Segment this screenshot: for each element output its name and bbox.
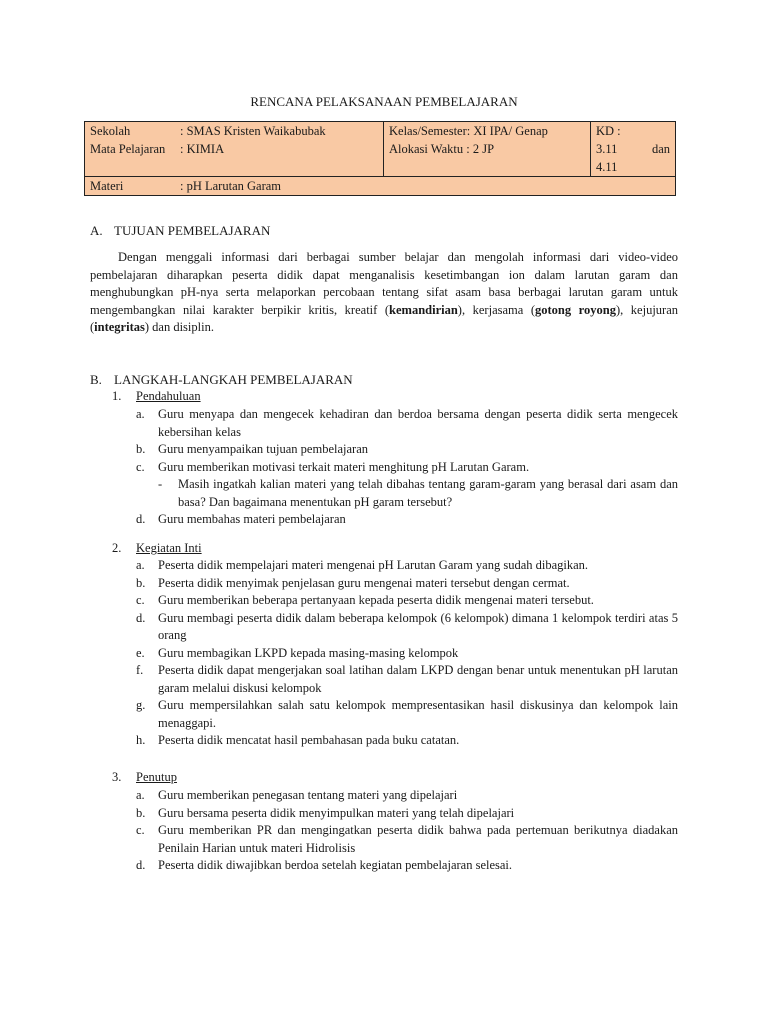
section-a-heading — [90, 222, 270, 240]
materi-value: : pH Larutan Garam — [180, 179, 282, 193]
item-text: Guru menyapa dan mengecek kehadiran dan berdoa bersama dengan peserta didik serta mengecek kebersihan kelas — [158, 407, 678, 439]
section-b-title: LANGKAH-LANGKAH PEMBELAJARAN — [114, 372, 353, 387]
kd-label: KD : — [596, 124, 621, 138]
item-marker: c. — [136, 823, 145, 837]
mapel-value: : KIMIA — [180, 142, 225, 156]
item-text: Peserta didik mencatat hasil pembahasan pada buku catatan. — [158, 733, 460, 747]
tujuan-text-2: ), kerjasama ( — [457, 302, 536, 317]
list-item — [136, 822, 678, 857]
item-marker: c. — [136, 459, 145, 474]
item-marker: f. — [136, 663, 144, 677]
kelas-semester: Kelas/Semester: XI IPA/ Genap — [389, 124, 548, 138]
list-item — [136, 787, 678, 805]
list-item — [136, 732, 678, 750]
item-text: Guru membagi peserta didik dalam beberapa kelompok (6 kelompok) dimana 1 kelompok terdiri atas 5 orang — [158, 610, 678, 642]
item-text: Guru bersama peserta didik menyimpulkan materi yang telah dipelajari — [158, 805, 515, 820]
item-text: Guru menyampaikan tujuan pembelajaran — [158, 442, 368, 456]
item-marker: d. — [136, 610, 146, 625]
kd-first: 3.11 — [596, 142, 618, 156]
pendahuluan-heading — [112, 388, 201, 406]
pendahuluan-list — [136, 406, 678, 529]
item-marker: b. — [136, 575, 146, 590]
list-item — [136, 592, 678, 610]
sekolah-label: Sekolah — [90, 124, 131, 138]
item-text: Guru memberikan motivasi terkait materi menghitung pH Larutan Garam. — [158, 459, 530, 474]
pendahuluan-number: 1. — [112, 389, 122, 403]
list-item — [136, 557, 678, 575]
tujuan-bold-kemandirian: kemandirian — [389, 302, 458, 317]
item-marker: e. — [136, 645, 145, 660]
penutup-title: Penutup — [136, 770, 177, 784]
item-marker: h. — [136, 733, 146, 747]
tujuan-text-4: ) dan disiplin. — [144, 320, 214, 334]
list-item — [136, 857, 678, 875]
kegiatan-inti-title: Kegiatan Inti — [136, 541, 202, 555]
item-marker: a. — [136, 788, 145, 802]
item-text: Peserta didik diwajibkan berdoa setelah kegiatan pembelajaran selesai. — [158, 858, 513, 872]
section-a-title: TUJUAN PEMBELAJARAN — [114, 223, 271, 238]
list-item — [136, 511, 678, 529]
document-title: RENCANA PELAKSANAAN PEMBELAJARAN — [250, 94, 518, 109]
penutup-number: 3. — [112, 770, 122, 784]
materi-cell — [85, 177, 676, 196]
item-text: Guru membahas materi pembelajaran — [158, 512, 346, 526]
list-item — [136, 459, 678, 512]
materi-label: Materi — [90, 179, 124, 193]
item-marker: b. — [136, 442, 146, 456]
motivation-question — [158, 476, 678, 511]
item-marker: d. — [136, 858, 146, 872]
item-marker: a. — [136, 407, 145, 421]
tujuan-paragraph — [90, 249, 678, 337]
dash-marker: - — [158, 477, 163, 491]
item-marker: b. — [136, 805, 146, 820]
tujuan-text-3: ), kejujuran ( — [90, 302, 679, 334]
item-text: Guru mempersilahkan salah satu kelompok mempresentasikan hasil diskusinya dan kelompok lain menaggapi. — [158, 698, 678, 730]
kd-dan: dan — [651, 142, 670, 156]
item-marker: a. — [136, 558, 145, 572]
tujuan-bold-gotong-royong: gotong royong — [535, 302, 616, 317]
list-item — [136, 441, 678, 459]
item-text: Peserta didik dapat mengerjakan soal latihan dalam LKPD dengan benar untuk menentukan pH larutan garam melalui diskusi kelompok — [158, 663, 678, 695]
item-marker: d. — [136, 512, 146, 526]
list-item — [136, 406, 678, 441]
class-time-cell — [384, 122, 591, 177]
mapel-label: Mata Pelajaran — [90, 142, 166, 156]
list-item — [136, 645, 678, 663]
school-subject-cell — [85, 122, 384, 177]
section-b-heading — [90, 371, 353, 389]
penutup-list — [136, 787, 678, 875]
item-text: Guru memberikan penegasan tentang materi yang dipelajari — [158, 788, 458, 802]
list-item — [136, 805, 678, 823]
pendahuluan-title: Pendahuluan — [136, 389, 201, 403]
item-text: Peserta didik menyimak penjelasan guru mengenai materi tersebut dengan cermat. — [158, 575, 570, 590]
penutup-heading — [112, 769, 177, 787]
kegiatan-inti-number: 2. — [112, 541, 122, 555]
info-table — [84, 121, 676, 196]
item-marker: g. — [136, 698, 146, 712]
tujuan-text-1: Dengan menggali informasi dari berbagai sumber belajar dan mengolah informasi dari video-video pembelajaran diharapkan peserta didik dapat menganalisis kesetimbangan ion dalam larutan garam dan menghubungkan pH-nya serta melaporkan percobaan tentang sifat asam basa berbagai larutan garam untuk mengembangkan nilai karakter berpikir kritis, kreatif ( — [90, 250, 678, 317]
item-marker: c. — [136, 593, 145, 607]
tujuan-bold-integritas: integritas — [94, 320, 145, 334]
item-text: Peserta didik mempelajari materi mengenai pH Larutan Garam yang sudah dibagikan. — [158, 558, 589, 572]
list-item — [136, 662, 678, 697]
kegiatan-inti-heading — [112, 540, 202, 558]
item-text: Guru memberikan PR dan mengingatkan peserta didik bahwa pada pertemuan berikutnya diadakan Penilain Harian untuk materi Hidrolisis — [158, 823, 678, 855]
sekolah-value: : SMAS Kristen Waikabubak — [180, 124, 326, 138]
list-item — [136, 575, 678, 593]
section-b-number: B. — [90, 372, 102, 387]
item-text: Guru memberikan beberapa pertanyaan kepada peserta didik mengenai materi tersebut. — [158, 593, 594, 607]
kegiatan-inti-list — [136, 557, 678, 750]
kd-second: 4.11 — [596, 160, 618, 174]
alokasi-waktu: Alokasi Waktu : 2 JP — [389, 142, 495, 156]
item-text: Guru membagikan LKPD kepada masing-masing kelompok — [158, 645, 459, 660]
kd-cell — [591, 122, 676, 177]
section-a-number: A. — [90, 223, 103, 238]
list-item — [136, 697, 678, 732]
dash-text: Masih ingatkah kalian materi yang telah dibahas tentang garam-garam yang berasal dari asam dan basa? Dan bagaimana menentukan pH garam tersebut? — [178, 477, 678, 509]
list-item — [136, 610, 678, 645]
